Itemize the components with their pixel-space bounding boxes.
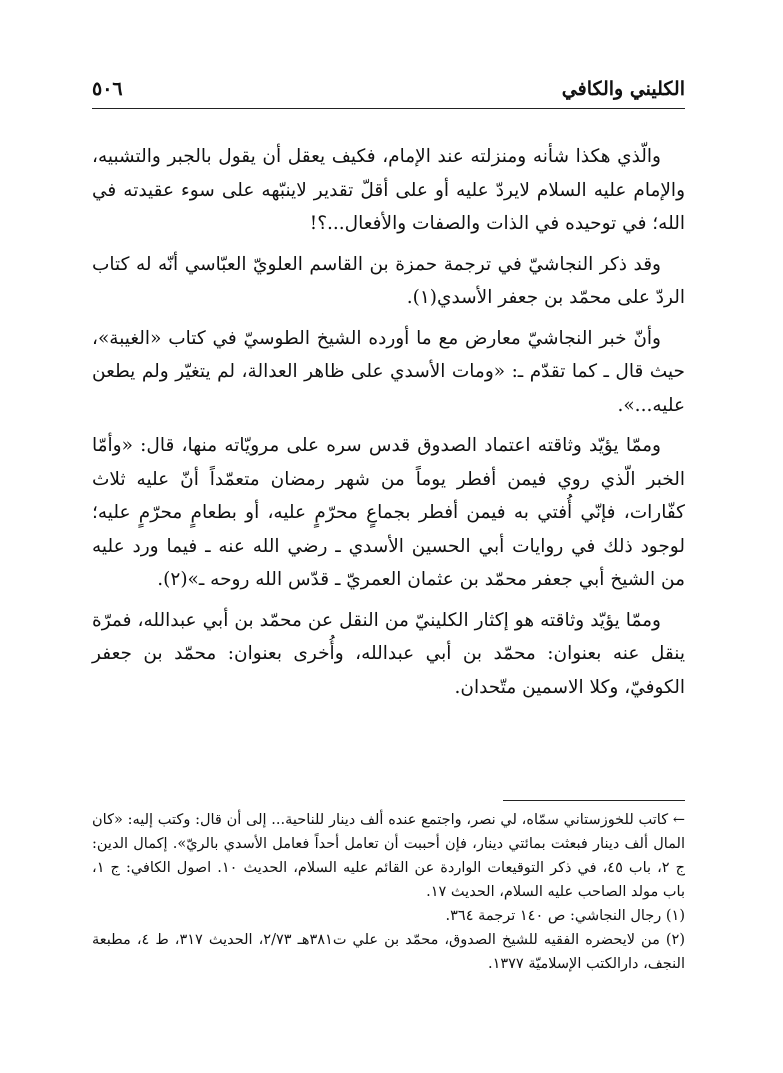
paragraph: وقد ذكر النجاشيّ في ترجمة حمزة بن القاسم العلويّ العبّاسي أنّه له كتاب الردّ على محمّد بن جعفر الأسدي(١). <box>92 253 685 308</box>
paragraph: وأنّ خبر النجاشيّ معارض مع ما أورده الشيخ الطوسيّ في كتاب «الغيبة»، حيث قال ـ كما تقدّم ـ: «ومات الأسدي على ظاهر العدالة، لم يتغيّر ولم يطعن عليه...». <box>92 327 685 416</box>
page-number: ٥٠٦ <box>92 78 123 100</box>
footnote-continuation: ← كاتب للخوزستاني سمّاه، لي نصر، واجتمع عنده ألف دينار للناحية... إلى أن قال: وكتب إليه: «كان المال ألف دينار فبعثت بمائتي دينار، فإن أحببت أن تعامل أحداً فعامل الأسدي بالريّ». إكمال الدين: ج ٢، باب ٤٥، في ذكر التوقيعات الواردة عن القائم عليه السلام، الحديث ١٠. اصول الكافي: ج ١، باب مولد الصاحب عليه السلام، الحديث ١٧. <box>92 812 685 900</box>
paragraph: وممّا يؤيّد وثاقته اعتماد الصدوق قدس سره على مرويّاته منها، قال: «وأمّا الخبر الّذي روي فيمن أفطر يوماً من شهر رمضان متعمّداً أنّ عليه ثلاث كفّارات، فإنّي أُفتي به فيمن أفطر بجماعٍ محرّمٍ عليه، أو بطعامٍ محرّمٍ عليه؛ لوجود ذلك في روايات أبي الحسين الأسدي ـ رضي الله عنه ـ فيما ورد عليه من الشيخ أبي جعفر محمّد بن عثمان العمريّ ـ قدّس الله روحه ـ»(٢). <box>92 435 685 590</box>
paragraph: والّذي هكذا شأنه ومنزلته عند الإمام، فكيف يعقل أن يقول بالجبر والتشبيه، والإمام عليه السلام لايردّ عليه أو على أقلّ تقدير لاينبّهه على سوء عقيدته في الله؛ في توحيده في الذات والصفات والأفعال...؟! <box>92 146 685 234</box>
footnote-2: (٢) من لايحضره الفقيه للشيخ الصدوق، محمّد بن علي ت٣٨١هـ ٢/٧٣، الحديث ٣١٧، ط ٤، مطبعة النجف، دارالكتب الإسلاميّة ١٣٧٧. <box>92 932 685 972</box>
running-title: الكليني والكافي <box>561 78 685 100</box>
page-header <box>92 72 685 106</box>
footnote-divider <box>503 800 685 801</box>
paragraph: وممّا يؤيّد وثاقته هو إكثار الكلينيّ من النقل عن محمّد بن أبي عبدالله، فمرّة ينقل عنه بعنوان: محمّد بن أبي عبدالله، وأُخرى بعنوان: محمّد بن جعفر الكوفيّ، وكلا الاسمين متّحدان. <box>92 609 685 698</box>
header-divider <box>92 108 685 109</box>
footnote-1: (١) رجال النجاشي: ص ١٤٠ ترجمة ٣٦٤. <box>445 908 685 924</box>
main-text <box>92 140 685 711</box>
footnotes <box>92 808 685 976</box>
